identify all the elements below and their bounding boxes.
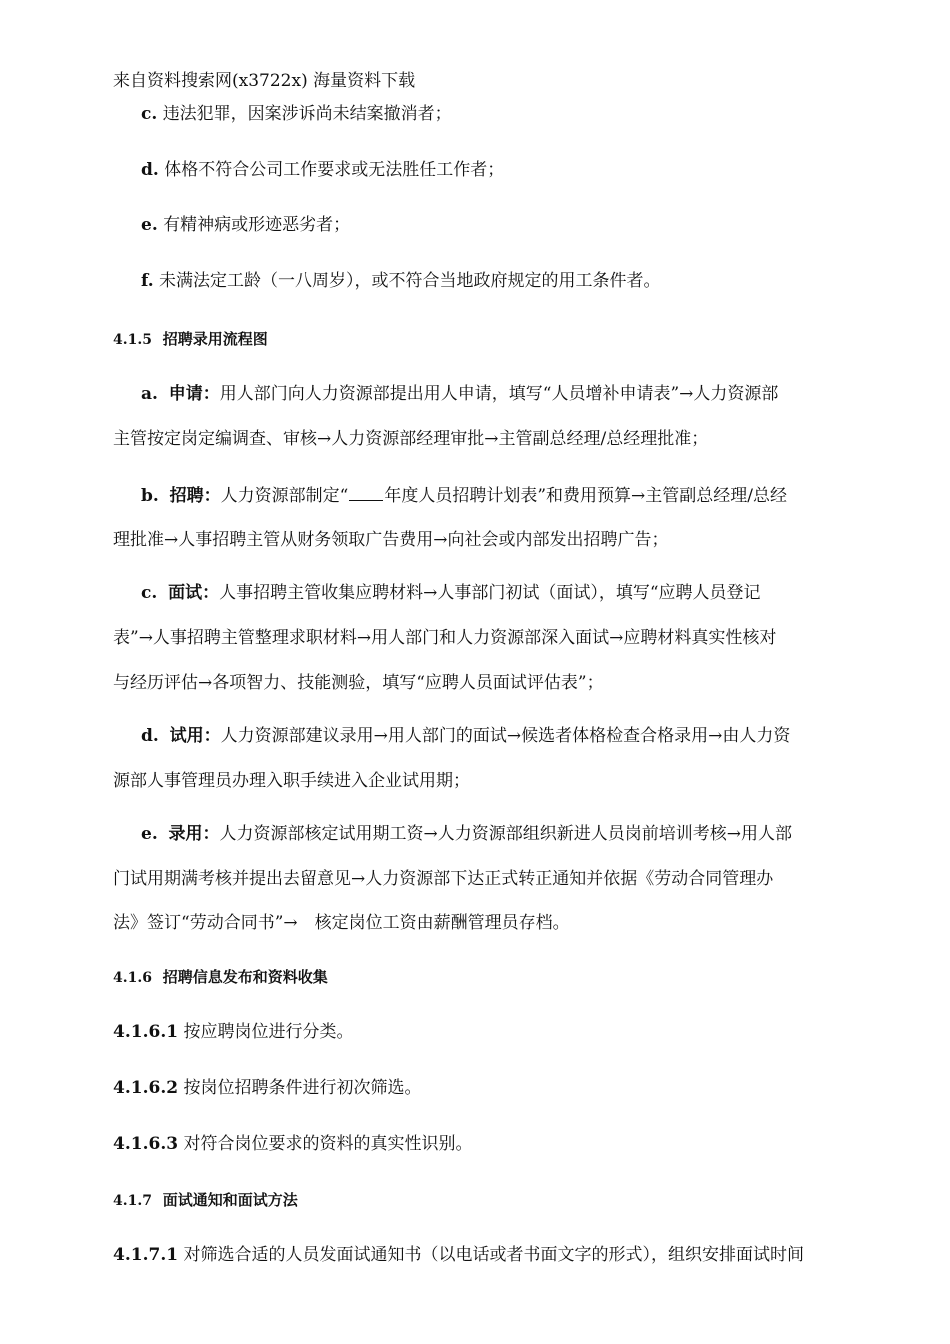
item-label: d.: [141, 160, 159, 180]
step-term: 面试：: [168, 583, 220, 603]
list-item: [113, 1078, 421, 1098]
item-text: 违法犯罪，因案涉诉尚未结案撤消者；: [162, 104, 452, 124]
step-text: 年度人员招聘计划表”和费用预算→主管副总经理/总经: [384, 486, 787, 506]
section-heading-415: [113, 329, 268, 350]
list-item: [113, 1022, 353, 1042]
step-text: 人力资源部制定“: [220, 486, 349, 506]
section-title: 面试通知和面试方法: [162, 1191, 298, 1209]
list-item: [141, 104, 452, 124]
item-number: 4.1.6.3: [113, 1134, 179, 1154]
step-label: c.: [141, 583, 158, 603]
flow-step-hire-cont: 门试用期满考核并提出去留意见→人力资源部下达正式转正通知并依据《劳动合同管理办: [113, 869, 774, 889]
item-text: 体格不符合公司工作要求或无法胜任工作者；: [164, 160, 505, 180]
item-number: 4.1.6.1: [113, 1022, 179, 1042]
item-label: c.: [141, 104, 158, 124]
item-text: 按岗位招聘条件进行初次筛选。: [183, 1078, 422, 1098]
step-label: a.: [141, 384, 158, 404]
flow-step-recruit: [141, 485, 787, 506]
flow-step-interview-cont: 与经历评估→各项智力、技能测验，填写“应聘人员面试评估表”；: [113, 673, 604, 693]
section-title: 招聘录用流程图: [162, 330, 268, 348]
flow-step-hire-cont: 法》签订“劳动合同书”→ 核定岗位工资由薪酬管理员存档。: [113, 913, 570, 933]
flow-step-trial: [141, 726, 790, 746]
flow-step-interview-cont: 表”→人事招聘主管整理求职材料→用人部门和人力资源部深入面试→应聘材料真实性核对: [113, 628, 777, 648]
item-label: e.: [141, 215, 158, 235]
flow-step-hire: [141, 824, 792, 844]
flow-step-trial-cont: 源部人事管理员办理入职手续进入企业试用期；: [113, 771, 470, 791]
list-item: [141, 160, 504, 180]
step-label: e.: [141, 824, 158, 844]
step-text: 人事招聘主管收集应聘材料→人事部门初试（面试），填写“应聘人员登记: [219, 583, 761, 603]
step-label: b.: [141, 486, 159, 506]
flow-step-apply-cont: 主管按定岗定编调查、审核→人力资源部经理审批→主管副总经理/总经理批准；: [113, 429, 709, 449]
item-text: 对筛选合适的人员发面试通知书（以电话或者书面文字的形式），组织安排面试时间: [183, 1245, 804, 1265]
section-number: 4.1.6: [113, 970, 152, 986]
step-term: 录用：: [168, 824, 220, 844]
step-term: 申请：: [168, 384, 220, 404]
item-text: 按应聘岗位进行分类。: [183, 1022, 354, 1042]
item-number: 4.1.7.1: [113, 1245, 179, 1265]
item-text: 未满法定工龄（一八周岁），或不符合当地政府规定的用工条件者。: [159, 271, 661, 291]
flow-step-interview: [141, 583, 761, 603]
item-number: 4.1.6.2: [113, 1078, 179, 1098]
section-heading-417: [113, 1190, 298, 1211]
section-heading-416: [113, 967, 328, 988]
item-label: f.: [141, 271, 154, 291]
list-item: [113, 1134, 472, 1154]
list-item: [141, 271, 661, 291]
step-text: 用人部门向人力资源部提出用人申请，填写“人员增补申请表”→人力资源部: [219, 384, 779, 404]
list-item: [141, 215, 350, 235]
step-term: 招聘：: [169, 486, 221, 506]
flow-step-apply: [141, 384, 778, 404]
section-number: 4.1.7: [113, 1193, 152, 1209]
step-text: 人力资源部核定试用期工资→人力资源部组织新进人员岗前培训考核→用人部: [219, 824, 793, 844]
item-text: 对符合岗位要求的资料的真实性识别。: [183, 1134, 473, 1154]
step-label: d.: [141, 726, 159, 746]
item-text: 有精神病或形迹恶劣者；: [163, 215, 351, 235]
header-source-line: 来自资料搜索网(x3722x) 海量资料下载: [113, 71, 416, 91]
section-number: 4.1.5: [113, 332, 152, 348]
step-text: 人力资源部建议录用→用人部门的面试→候选者体格检查合格录用→由人力资: [220, 726, 791, 746]
flow-step-recruit-cont: 理批准→人事招聘主管从财务领取广告费用→向社会或内部发出招聘广告；: [113, 530, 669, 550]
section-title: 招聘信息发布和资料收集: [162, 968, 328, 986]
step-term: 试用：: [169, 726, 221, 746]
list-item: [113, 1245, 804, 1265]
year-blank: [349, 485, 383, 501]
